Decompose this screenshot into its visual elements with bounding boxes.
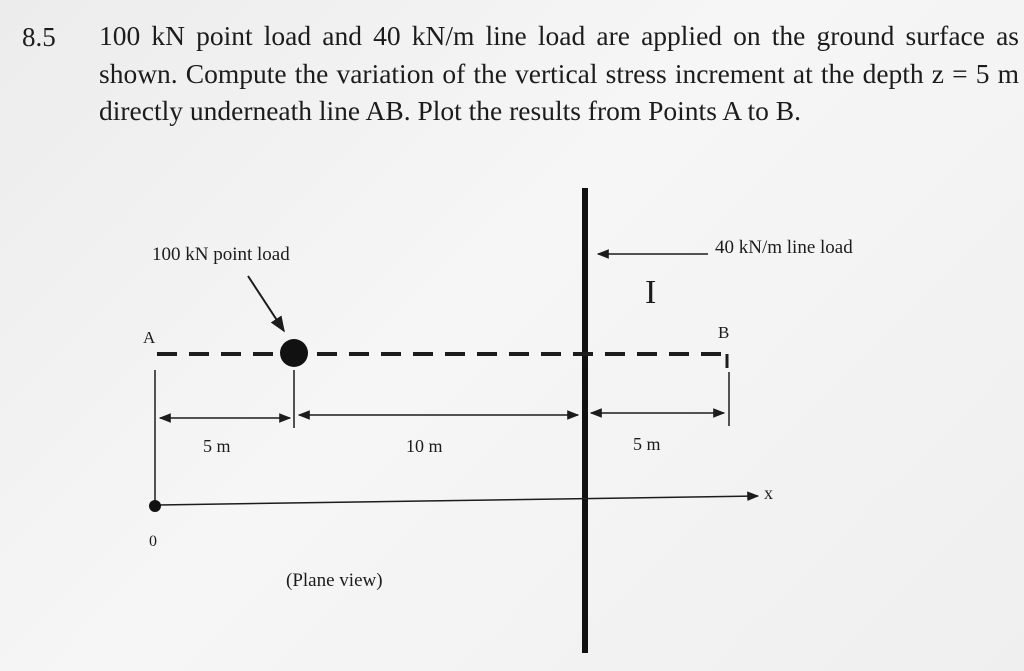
problem-statement: 100 kN point load and 40 kN/m line load are applied on the ground surface as shown. Compute the variation of the vertical stress increment at the depth z = 5 m directly underneath line AB. Plot the results from Points A to B. xyxy=(99,20,1019,126)
point-load-marker xyxy=(280,339,308,367)
x-axis-line xyxy=(158,496,758,505)
dimension-label-3: 5 m xyxy=(633,434,661,454)
plane-view-caption: (Plane view) xyxy=(286,570,383,591)
point-load-pointer-arrow xyxy=(248,276,284,331)
dimension-label-2: 10 m xyxy=(406,436,443,456)
point-b-label: B xyxy=(718,323,730,342)
point-load-label: 100 kN point load xyxy=(152,244,290,265)
dimension-label-1: 5 m xyxy=(203,436,231,456)
origin-label: 0 xyxy=(149,533,157,550)
line-load-label: 40 kN/m line load xyxy=(715,237,853,258)
point-a-label: A xyxy=(143,328,156,347)
x-axis-label: x xyxy=(764,483,773,503)
origin-marker xyxy=(149,500,161,512)
problem-number: 8.5 xyxy=(22,22,56,52)
cursor-ibeam-icon: I xyxy=(645,274,657,311)
